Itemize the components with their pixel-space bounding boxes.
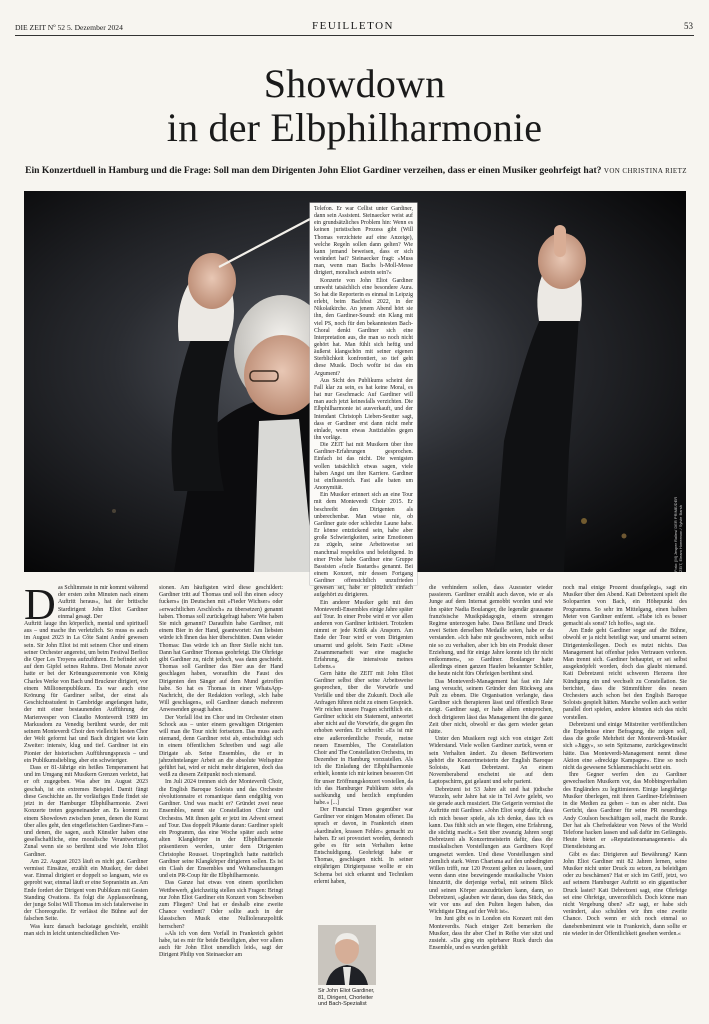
overlay-paragraph: Konzerte von John Eliot Gardiner umweht tatsächlich eine besondere Aura. So hat die Reporterin es einmal in Leipzig erlebt, beim Bachfest 2022, in der Nikolaikirche. An jenem Abend hört sie ihn, den Gardiner-Sound: ein Klang mit viel PS, noch für den bekanntesten Bach-Choral denkt Gardiner sich eine Interpretation aus, die man so noch nicht gehört hat. Man fühlt sich heftig und äußerst klangschön mit seiner eigenen Sterblichkeit konfrontiert, so tief geht diese Musik. Doch wofür ist das ein Argument?: [314, 277, 413, 377]
body-paragraph: Debretzeni ist 53 Jahre alt und hat jüdische Wurzeln, sehr Jahre hat sie in Tel Aviv gelebt, wo sie gerade auch musiziert. Die Geigerin vermisst die Auftritte mit Gardiner. »John Eliot sorgt dafür, dass ich mich besser spiele, als ich denke, dass ich es kann. Das fühlt sich an wie fliegen, eine Erfahrung, die süchtig macht.« Seit über zwanzig Jahren sorgt Debretzeni als Konzertmeisterin dafür, dass die musikalischen Vorstellungen aus Gardiners Kopf umgesetzt werden. Und diese Vorstellungen sind ziemlich stark. Wenn Charisma auf den unbedingten Willen trifft, nur 120 Prozent gelten zu lassen, und wenn dann eine bezwingende musikalische Vision hinzutritt, die derjenige verbal, mit seinem Blick und seinen Körper auszudrücken kann, dann, so Debretzeni, »glauben wir daran, dass das Stück, das wir vor uns auf den Pulten liegen haben, das Wichtigste Ding auf der Welt ist«.: [429, 786, 553, 916]
body-paragraph: Im Juni gibt es in London ein Konzert mit den Monteverdis. Nach einiger Zeit bemerken die Musiker, dass ihr aber Chef in Reihe vier sitzt und zusieht. »Da ging ein spürbarer Ruck durch das Ensemble, und es wurden gefühlt: [429, 916, 553, 952]
portrait-caption-line: und Bach-Spezialist: [318, 1001, 367, 1008]
author-byline: VON CHRISTINA RIETZ: [603, 167, 687, 175]
body-paragraph: Am Ende geht Gardiner sogar auf die Bühne, obwohl er ja nicht beteiligt war, und umarmt seinen Dirigentenkollegen. Doch es nutzt nichts. Das Management hat offenbar jedes Vertrauen verloren. Man trennt sich. Gardiner behauptet, er sei selbst ausgeknöpfelt worden, doch das glaubt niemand. Kati Debretzeni reicht schweren Herzens ihre Kündigung ein und wechselt zu Constellation. Sie berichtet, dass die Stimmführer des neuen Orchesters auch schon bei den English Baroque Soloists gespielt hätten. Manche wollen auch weiter parallel dort spielen, andere könnten sich das nicht vorstellen.: [563, 628, 687, 721]
body-paragraph: Gibt es das: Dirigieren auf Bewährung? Kann John Eliot Gardiner mit 82 Jahren lernen, seine Musiker nicht unter Druck zu setzen, zu beleidigen oder zu beschämen? Hat er sich im Griff, jetzt, wo auf seinem Hamburger Auftritt so ein gigantischer Druck lastet? Kati Debretzeni sagt, eine Ohrfeige sei eine Ohrfeige, unverzeihlich. Doch könne man nicht Vergebung üben? »Er sagt, er habe sich verändert, also schulden wir ihm eine zweite Chance. Doch wenn er sich noch einmal so danebenbenimmt wie in Frankreich, dann sollte er nie wieder in der Öffentlichkeit gesehen werden.«: [563, 851, 687, 937]
portrait-illustration: [318, 925, 376, 985]
drop-cap-block: [24, 580, 148, 629]
body-paragraph: Ihre Gegner werfen den zu Gardiner gewechselten Musikern vor, das Mobbingverhalten des Engländers zu legitimieren. Einige langjährige Musiker überlegen, mit ihren Gardiner-Erlebnissen in die Medien zu gehen – tun es aber nicht. Das Gerücht, dass Gardiner für seine PR neuerdings Andy Coulson beschäftigen soll, macht die Runde. Der hat als Chefredakteur von News of the World Telefone hacken lassen und saß dafür im Gefängnis. Heute bietet er »Reputationsmanagement« als Dienstleistung an.: [563, 772, 687, 851]
body-paragraph: Debretzeni und einige Mitstreiter veröffentlichen die Ergebnisse einer Befragung, die zeigen soll, dass die große Mehrheit der Monteverdi-Musiker sich »Jiggy«, so sein Spitzname, zurückgewünscht hätte. Das Monteverdi-Management nennt diese Aktion eine »dreckige Kampagne«. Eine so noch nicht da gewesene Schlammschlacht setzt ein.: [563, 721, 687, 772]
body-paragraph: Unter den Musikern regt sich von einiger Zeit Widerstand. Viele wollen Gardiner zurück, wenn er sein Verhalten ändert. Zu diesen Befürwortern gehört die Konzertmeisterin der English Baroque Soloists, Kati Debretzeni. An einem Novemberabend erscheint sie auf dem Laptopschirm, gut gelaunt und sehr parient.: [429, 736, 553, 786]
lead-text: as Schlimmste in mir kommt während der ersten zehn Minuten nach einem Auftritt heraus«, hat der britische Stardirigent John Eliot Gardiner einmal gesagt. Der: [58, 585, 148, 620]
teaser-text: Ein Konzertduell in Hamburg und die Frage: Soll man dem Dirigenten John Eliot Gardiner verzeihen, dass er einen Musiker geohrfeigt hat?: [25, 165, 602, 176]
drop-cap: D: [24, 580, 56, 629]
body-paragraph: Am 22. August 2023 läuft es nicht gut. Gardiner vermisst Einsätze, erzählt ein Musiker, der dabei war. Einmal dirigiert er doppelt so langsam, wie es geprobt war, einmal läuft er eine Sopranistin an. Am Ende fordert der Dirigent vom Publikum mit Gesten Standing Ovations. Es folgt die Applausordnung, der junge Solist Will Thomas im sich fatalerweise in der Choreografie. Er verlässt die Bühne auf der falschen Seite.: [24, 858, 148, 923]
photo-credit: Foto: [M] Jesper Ralles/ DER PRIME/DER ZEIT, Eleam Hoeeenon / Sylvie Barsh: [673, 496, 683, 572]
page-number: 53: [684, 21, 693, 31]
article-column-5: [563, 585, 687, 1015]
overlay-paragraph: Die ZEIT hat mit Musikern über ihre Gardiner-Erfahrungen gesprochen. Einfach ist das nicht. Die wenigsten wollen tatsächlich etwas sagen, viele haben Angst um ihre Karriere. Gardiner ist einflussreich. Fast alle baten um Anonymität.: [314, 442, 413, 492]
overlay-text-box: [310, 203, 417, 885]
body-paragraph: Das Monteverdi-Management hat fast ein Jahr lang versucht, seinem Gründer den Rückweg ans Pult zu ebnen. Die Organisation verlangte, dass Gardiner sich therapieren lässt und öffentlich Reue zeigt. Gardiner sagt, er habe allem entsprochen, doch dirigieren lässt das Management ihn die ganze Zeit über nicht, obwohl er das gern wieder getan hätte.: [429, 678, 553, 736]
header-rule: [15, 35, 694, 36]
overlay-paragraph: Ein anderer Musiker geht mit den Monteverdi-Ensembles einige Jahre später auf Tour. In einer Probe wird er vor allen anderen von Gardiner kritisiert. Trotzdem nimmt er jede Kritik als Ansporn. Am Ende der Tour wird er vom Dirigenten umarmt und gelobt. Sein Fazit: »Diese Zusammenarbeit war eine magische Erfahrung, die intensivste meines Lebens.«: [314, 599, 413, 670]
article-column-1: [24, 580, 148, 1015]
overlay-paragraph: Aus Sicht des Publikums scheint der Fall klar zu sein, es hat keine Moral, es hat nur Geschmack: Auf Gardiner will man auch jetzt keinesfalls verzichten. Die Elbphilharmonie ist ausverkauft, und der Intendant Christoph Lieben-Seutter sagt, dass er Gardiner erst dann nicht mehr einlade, wenn etwas Justiziables gegen ihn vorläge.: [314, 377, 413, 441]
headline-line-1: Showdown: [263, 61, 446, 106]
header-issue-date: DIE ZEIT Nº 52 5. Dezember 2024: [15, 23, 123, 32]
overlay-paragraph: Der Financial Times gegenüber war Gardiner vor einigen Monaten offener. Da sprach er davon, in Frankreich einen »kardinalen, krassen Fehler« gemacht zu haben. Er sei provoziert worden, dennoch gebe es für sein Verhalten keine Entschuldigung. Geohrfeigt habe er Thomas, geschlagen nicht. In seiner einjährigen Dirigierpause wollte er ein Schema bei sich erkannt und Techniken erlernt haben,: [314, 807, 413, 885]
body-paragraph: Auftritt lauge ihn körperlich, mental und spirituell aus – und mache ihn verletzlich. So muss es auch im August 2023 in La Côte Saint André gewesen sein. Sir John Eliot ist mit seinem Chor und einem seiner Orchester angereist, um beim Festival Berlioz die Oper Les Troyens aufzuführen. Er befindet sich auf dem Gipfel seines Ruhms. Drei Monate zuvor hatte er bei der Krönungszeremonie von König Charles Werke von Bach und Bruckner dirigiert, vor einem Millionenpublikum. Es war auch eine Krönung für Gardiner selbst, der einst als Geschichtsstudent in Cambridge angefangen hatte, der mit einer bestaunenden Aufführung der Marienvesper von Claudio Monteverdi 1989 im Markusdom zu Venedig berühmt wurde, der mit seinem Monteverdi Choir den vielleicht besten Chor der Welt geformt hat und Bach dirigiert wie kein Zweiter: intensiv, klug und tief. Gardiner ist ein Pionier der historischen Aufführungspraxis – und ein Publikumsliebling, aber ein schwieriger.: [24, 621, 148, 764]
body-paragraph: »Als ich von dem Vorfall in Frankreich gehört habe, tat es mir für beide Beteiligten, aber vor allem auch für John Eliot unendlich leid«, sagt der Dirigent Philip von Steinaecker am: [159, 930, 283, 959]
overlay-paragraph: Ein Musiker erinnert sich an eine Tour mit dem Monteverdi Choir 2015. Er beschreibt den Dirigenten als unberechenbar. Man wisse nie, ob Gardiner gute oder schlechte Laune habe. Er könne entzückend sein, habe aber große Schwierigkeiten, seine Emotionen zu zügeln, seine Arbeitsweise sei manchmal respektlos und beleidigend. In einer Probe habe Gardiner eine Gruppe Bassisten »fucle Bastards« genannt. Bei einem Konzert, mir dessen Fortgang Gardiner offensichtlich unzufrieden gewesen sei, habe er plötzlich einfach aufgehört zu dirigieren.: [314, 492, 413, 599]
body-paragraph: Im Juli 2024 trennen sich der Monteverdi Choir, die English Baroque Soloists und das Orchestre révolutionnaire et romantique dann endgültig von Gardiner. Und was macht er? Gründet zwei neue Ensembles, nennt sie Constellation Choir und Orchestra. Mit ihnen geht er jetzt im Advent erneut auf Tour. Das doppelt Pikante daran: Gardiner spielt ein Programm, das eine Woche später auch seine alten Klangkörper in der Elbphilharmonie präsentieren werden, unter dem Dirigenten Christophe Rousset. Ursprünglich hatte natürlich Gardiner seine Klangkörper dirigieren sollen. Es ist ein Clash der Ensembles und Weltanschauungen und ein PR-Coup für die Elbphilharmonie.: [159, 779, 283, 880]
body-paragraph: Dass er 81-Jährige ein heißes Temperament hat und im Umgang mit Musikern Grenzen verletzt, hat er oft zugegeben. Was aber im August 2023 geschah, ist ein extremes Beispiel. Damit fängt diese Geschichte an. Ihr vorläufiges Ende findet sie jetzt in der Hamburger Elbphilharmonie. Zwei Konzerte treten gegeneinander an. Es kommt zu einem Showdown zwischen jenen, denen die Kunst über alles geht, den eingefleischten Gardiner-Fans – und denen, die sagen, auch Künstler haben eine gesellschaftliche, eine moralische Verantwortung. Zunal wenn sie so berühmt sind wie John Eliot Gardiner.: [24, 765, 148, 858]
portrait-photo: [318, 925, 376, 985]
overlay-paragraph: Gern hätte die ZEIT mit John Eliot Gardiner selbst über seine Arbeitsweise gesprochen, über die Vorwürfe und Vorfälle und über die Zukunft. Doch alle Anfragen führen nicht zu einem Gespräch. Wir reichen unsere Fragen schriftlich ein. Gardiner schickt ein Statement, antwortet aber nicht auf die Vorwürfe, die gegen ihn erhoben werden. Er schreibt: »Es ist mir eine außerordentliche Freude, meine neuen Ensembles, The Constellation Choir and The Constellation Orchestra, im Dezember in Hamburg vorzustellen. Als ich die Einladung der Elbphilharmonie erhielt, konnte ich mir keinen besseren Ort für unser Eröffnungskonzert vorstellen, da ich das Hamburger Publikum stets als sachkundig und herzlich empfunden habe.« [...]: [314, 671, 413, 806]
overlay-paragraph: Telefon. Er war Cellist unter Gardiner, dann sein Assistent. Steinaecker weist auf ein grundsätzliches Problem hin: Wenn es keinen juristischen Prozess gibt (Will Thomas verzichtete auf eine Anzeige), welche Regeln sollen dann gelten? Wie kann jemand beweisen, dass er sich verändert hat? Steinaecker fragt: »Muss man, wenn man Bachs h-Moll-Messe dirigiert, moralisch astrein sein?«: [314, 206, 413, 277]
body-paragraph: Was kurz danach backstage geschieht, erzählt man sich in leicht unterschiedlichen Ver-: [24, 923, 148, 937]
article-column-2: [159, 585, 283, 1015]
body-paragraph: noch mal einige Prozent draufgelegt«, sagt ein Musiker über den Abend. Kati Debretzeni spielt die Soloparrien von Bach, ein Höhepunkt des Programms. So sehr im Mittelgang, einen halben Meter von Gardiner entfernt. »Habe ich es besser gemacht als sonst? Ich hoffe«, sagt sie.: [563, 585, 687, 628]
body-paragraph: die verhindern sollen, dass Ausraster wieder passieren. Gardiner erzählt auch davon, wie er als Junge auf dem Internat gemobbt worden und wie ihn später Nadia Boulanger, die legendär grausame französische Musikpädagogin, einem strengen Regime unterzogen habe. Dass Brillanz und Druck zwei Seiten derselben Medaille seien, habe er da verstanden. »Ich habe mir geschworen, mich selbst nie so zu verhalten, aber ich bin ein Produkt dieser Erziehung, und für einige Jahre konnte ich ihr nicht entkommen«, so Gardiner. Boulanger hatte allerdings einen ganzen Haufen bekannter Schüler, die heute nicht fürs Ohrfeigen berühmt sind.: [429, 585, 553, 678]
portrait-caption: [318, 988, 418, 1008]
portrait-caption-line: Sir John Eliot Gardiner,: [318, 988, 375, 994]
section-title: FEUILLETON: [311, 20, 394, 32]
article-column-4: [429, 585, 553, 1015]
body-paragraph: Der Vorfall löst im Chor und im Orchester einen Schock aus – unter einem gewaltigen Dirigenten will man die Tour nicht fortsetzen. Das muss auch niemand, denn Gardiner reist ab, entschuldigt sich in einem öffentlichen Schreiben und sagt alle Dirigate ab. Seine Ensembles, die er in jahrzehntelanger Arbeit an die absolute Weltspitze geführt hat, wird er nicht mehr dirigieren, doch das weiß zu diesem Zeitpunkt noch niemand.: [159, 714, 283, 779]
teaser: [12, 164, 700, 178]
body-paragraph: Das Ganze hat etwas von einem sportlichen Wettbewerb, gleichzeitig stellen sich Fragen: Bringt nur John Eliot Gardiner ein Konzert vom Schweben zum Fliegen? Und hat er deshalb eine zweite Chance verdient? Oder sollte auch in der klassischen Musik eine Nulltoleranzpolitik herrschen?: [159, 880, 283, 930]
body-paragraph: sionen. Am häufigsten wird diese geschildert: Gardiner tritt auf Thomas und soll ihn einen »docy fuckers« (in Deutschen mit »Fieder Wichser« oder »erwachtlichen Arschloch« zu übersetzen) genannt haben. Thomas soll zurückgefragt haben: Wie haben Sie mich genannt? Daraufhin habe Gardiner, mit einem Bier in der Hand, geantwortet: Am liebsten würde ich Ihnen das hier überschütten. Dann wieder Thomas: Das würde ich an Ihrer Stelle nicht tun. Dann hat Gardiner Thomas geohrfeigt. Die Ohrfeige gibt Gardiner zu, nicht jedoch, was dann geschieht. Thomas soll Gardiner das Bier aus der Hand geschlagen haben, woraufhin die Faust des Dirigenten den Sänger auf dem Mund getroffen habe. So hat es Thomas in einer WhatsApp-Nachricht, die der Redaktion vorliegt, »Ich habe Will geschlagen«, soll Gardiner danach mehreren Anwesenden gesagt haben.: [159, 585, 283, 714]
headline-line-2: in der Elbphilharmonie: [166, 105, 543, 150]
portrait-caption-line: 81, Dirigent, Chorleiter: [318, 994, 374, 1001]
